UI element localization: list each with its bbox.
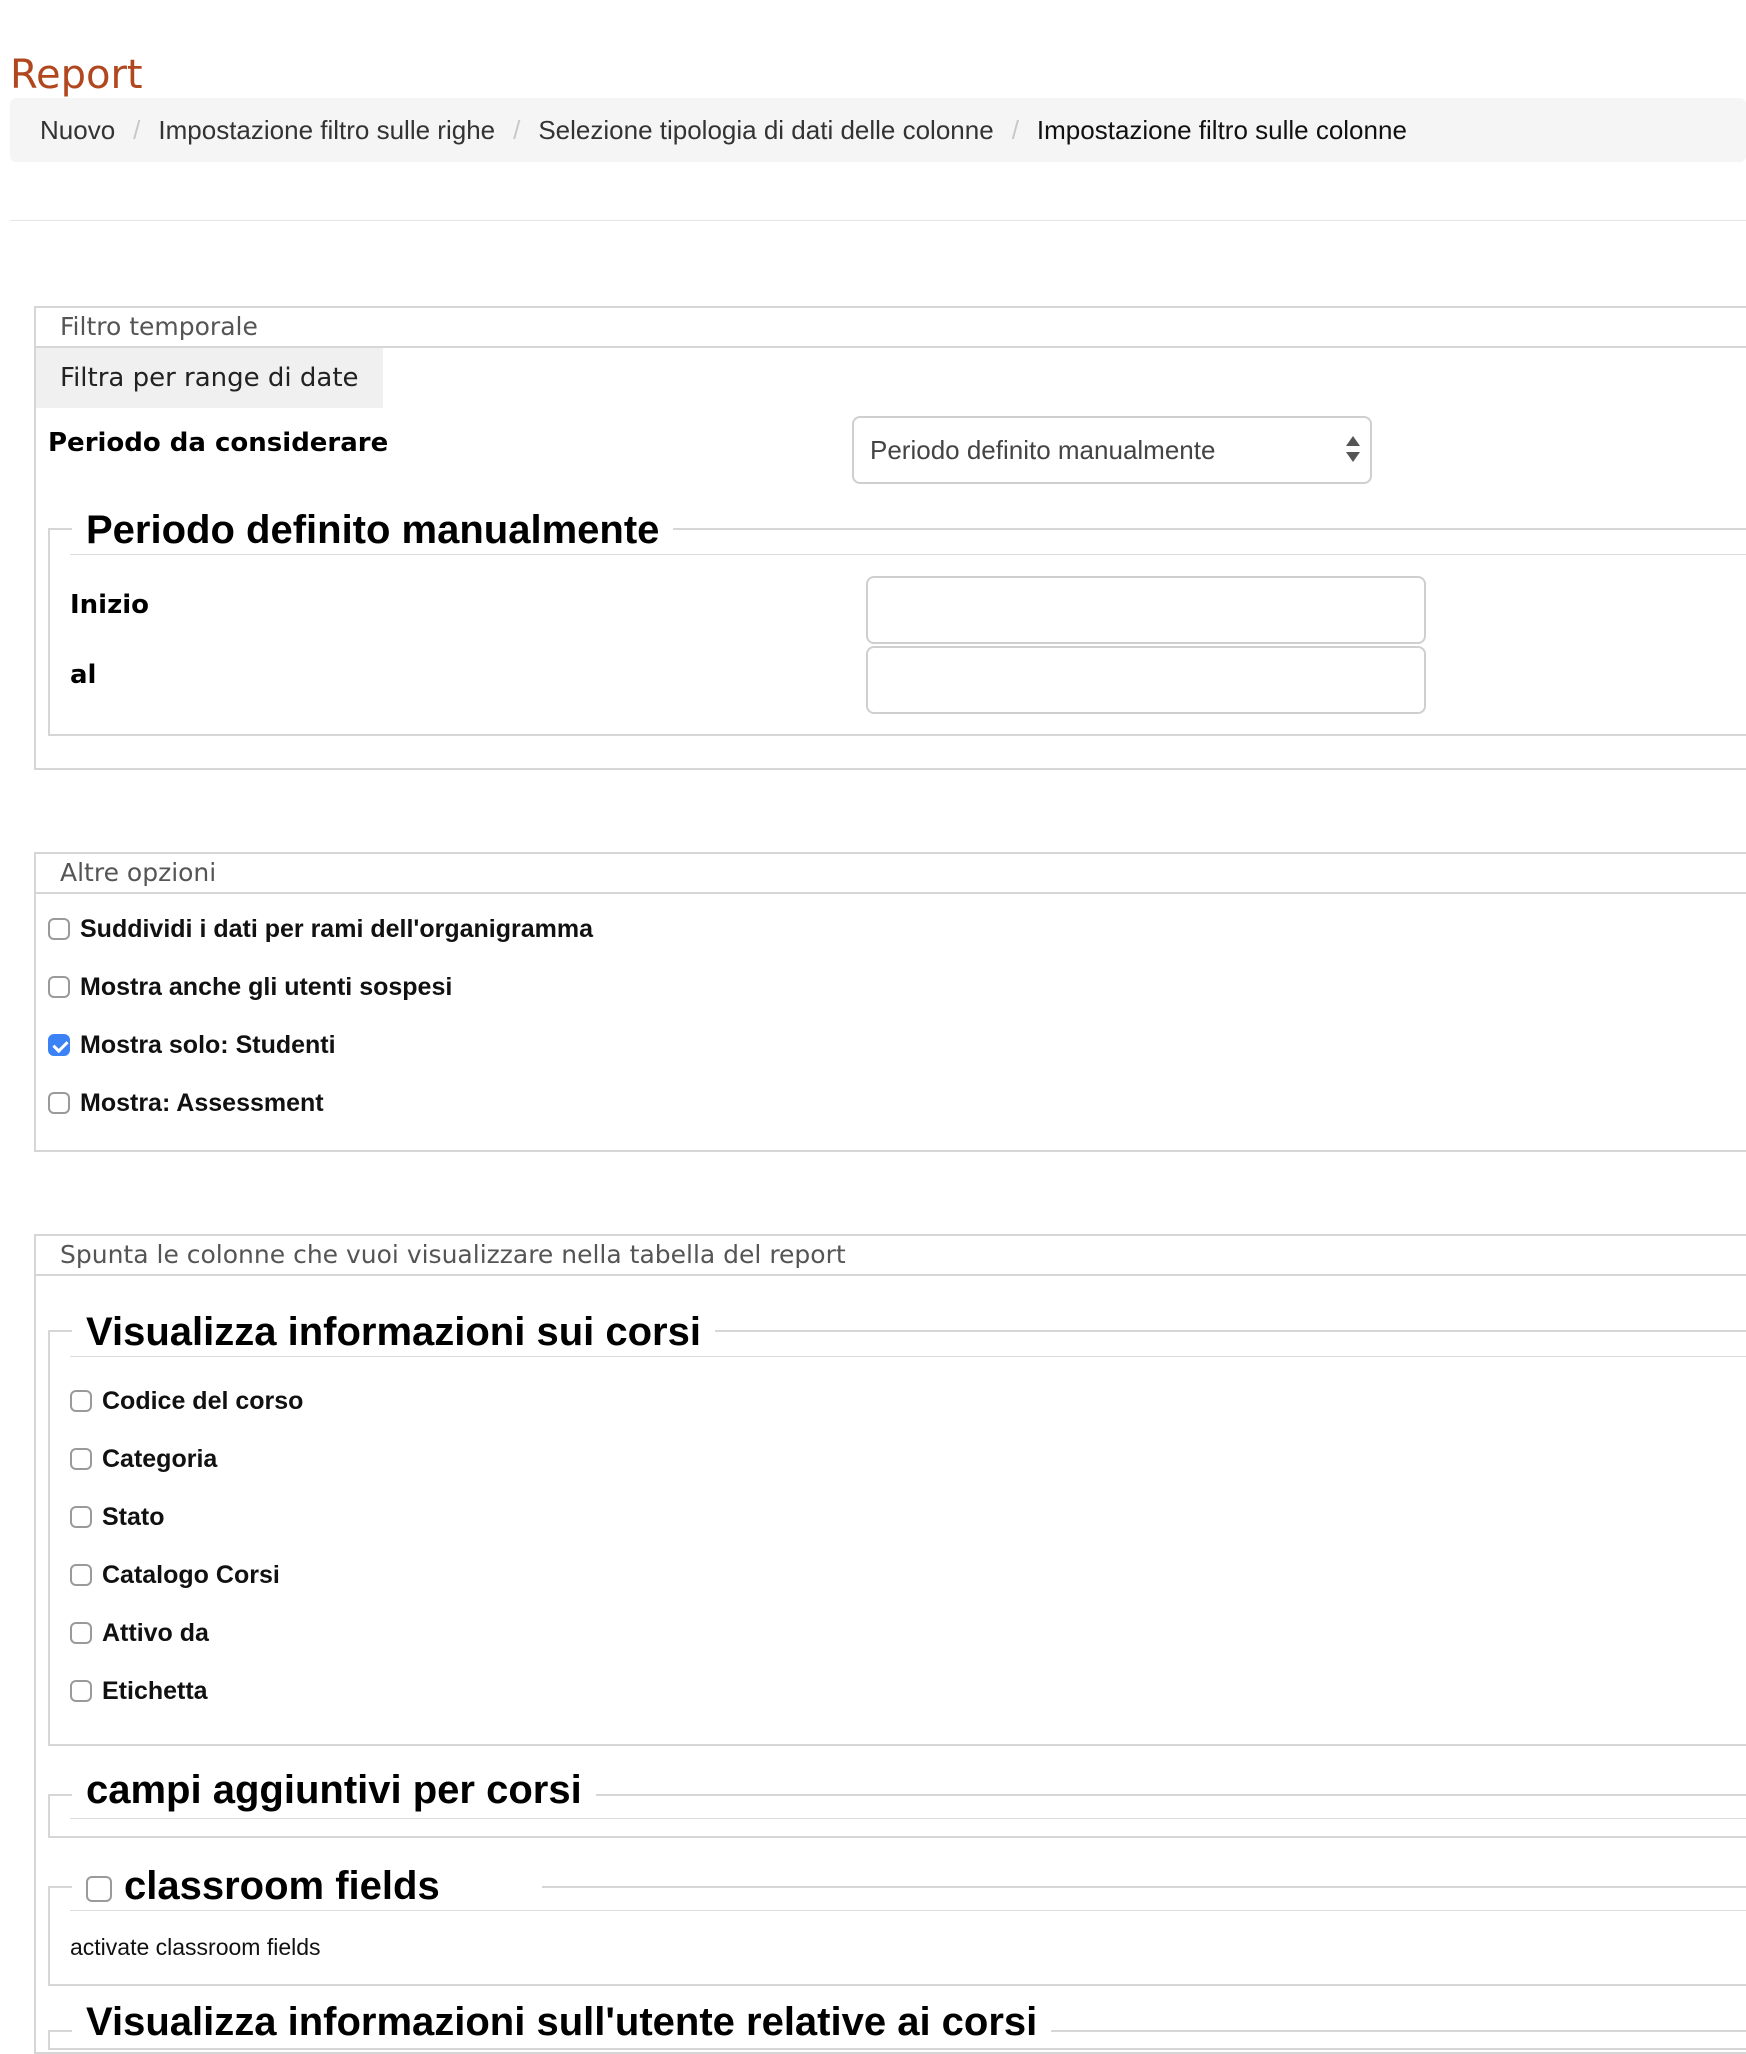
checkbox[interactable] xyxy=(48,976,70,998)
option-label-split-org: Suddividi i dati per rami dell'organigramma xyxy=(80,915,594,943)
breadcrumb xyxy=(10,98,1746,162)
time-filter-legend: Filtro temporale xyxy=(60,312,258,341)
checkbox[interactable] xyxy=(70,1622,92,1644)
column-label-active-from: Attivo da xyxy=(102,1619,209,1647)
tab-date-range[interactable]: Filtra per range di date xyxy=(36,348,383,408)
manual-period-legend-rule xyxy=(70,554,1746,555)
course-info-legend-rule xyxy=(70,1356,1746,1357)
breadcrumb-separator: / xyxy=(1011,114,1019,145)
manual-period-legend: Periodo definito manualmente xyxy=(72,506,673,554)
classroom-description: activate classroom fields xyxy=(70,1934,321,1960)
start-date-input[interactable] xyxy=(866,576,1426,644)
checkbox[interactable] xyxy=(70,1564,92,1586)
checkbox[interactable] xyxy=(86,1876,112,1902)
columns-legend: Spunta le colonne che vuoi visualizzare nella tabella del report xyxy=(60,1240,846,1269)
option-label-students-only: Mostra solo: Studenti xyxy=(80,1031,336,1059)
option-label-assessment: Mostra: Assessment xyxy=(80,1089,324,1117)
column-label-category: Categoria xyxy=(102,1445,218,1473)
column-label-tag: Etichetta xyxy=(102,1677,208,1705)
divider xyxy=(10,220,1746,221)
checkbox[interactable] xyxy=(70,1390,92,1412)
checkbox[interactable] xyxy=(48,918,70,940)
page-title: Report xyxy=(10,52,143,98)
breadcrumb-item-row-filter[interactable]: Impostazione filtro sulle righe xyxy=(158,114,496,145)
checkbox[interactable] xyxy=(70,1448,92,1470)
breadcrumb-item-nuovo[interactable]: Nuovo xyxy=(40,114,116,145)
period-select[interactable] xyxy=(852,416,1372,484)
breadcrumb-separator: / xyxy=(513,114,521,145)
breadcrumb-item-column-data-type[interactable]: Selezione tipologia di dati delle colonne xyxy=(538,114,994,145)
column-label-catalog: Catalogo Corsi xyxy=(102,1561,280,1589)
classroom-legend xyxy=(72,1862,542,1910)
period-label: Periodo da considerare xyxy=(48,428,389,458)
breadcrumb-separator: / xyxy=(133,114,141,145)
checkbox[interactable] xyxy=(48,1092,70,1114)
classroom-legend-rule xyxy=(70,1910,1746,1911)
select-arrows-icon xyxy=(1346,436,1360,466)
extra-fields-legend: campi aggiuntivi per corsi xyxy=(72,1766,596,1814)
other-options-legend: Altre opzioni xyxy=(60,858,217,887)
extra-fields-legend-rule xyxy=(70,1818,1746,1819)
end-label: al xyxy=(70,660,97,690)
checkbox[interactable] xyxy=(70,1506,92,1528)
course-info-legend: Visualizza informazioni sui corsi xyxy=(72,1308,715,1356)
column-label-course-code: Codice del corso xyxy=(102,1387,304,1415)
checkbox-checked[interactable] xyxy=(48,1034,70,1056)
option-label-suspended-users: Mostra anche gli utenti sospesi xyxy=(80,973,453,1001)
period-select-value: Periodo definito manualmente xyxy=(870,434,1216,465)
checkbox[interactable] xyxy=(70,1680,92,1702)
end-date-input[interactable] xyxy=(866,646,1426,714)
breadcrumb-item-column-filter: Impostazione filtro sulle colonne xyxy=(1036,114,1407,145)
start-label: Inizio xyxy=(70,590,150,620)
column-label-status: Stato xyxy=(102,1503,165,1531)
user-course-info-legend: Visualizza informazioni sull'utente relative ai corsi xyxy=(72,1998,1051,2046)
classroom-legend-title: classroom fields xyxy=(124,1864,440,1908)
